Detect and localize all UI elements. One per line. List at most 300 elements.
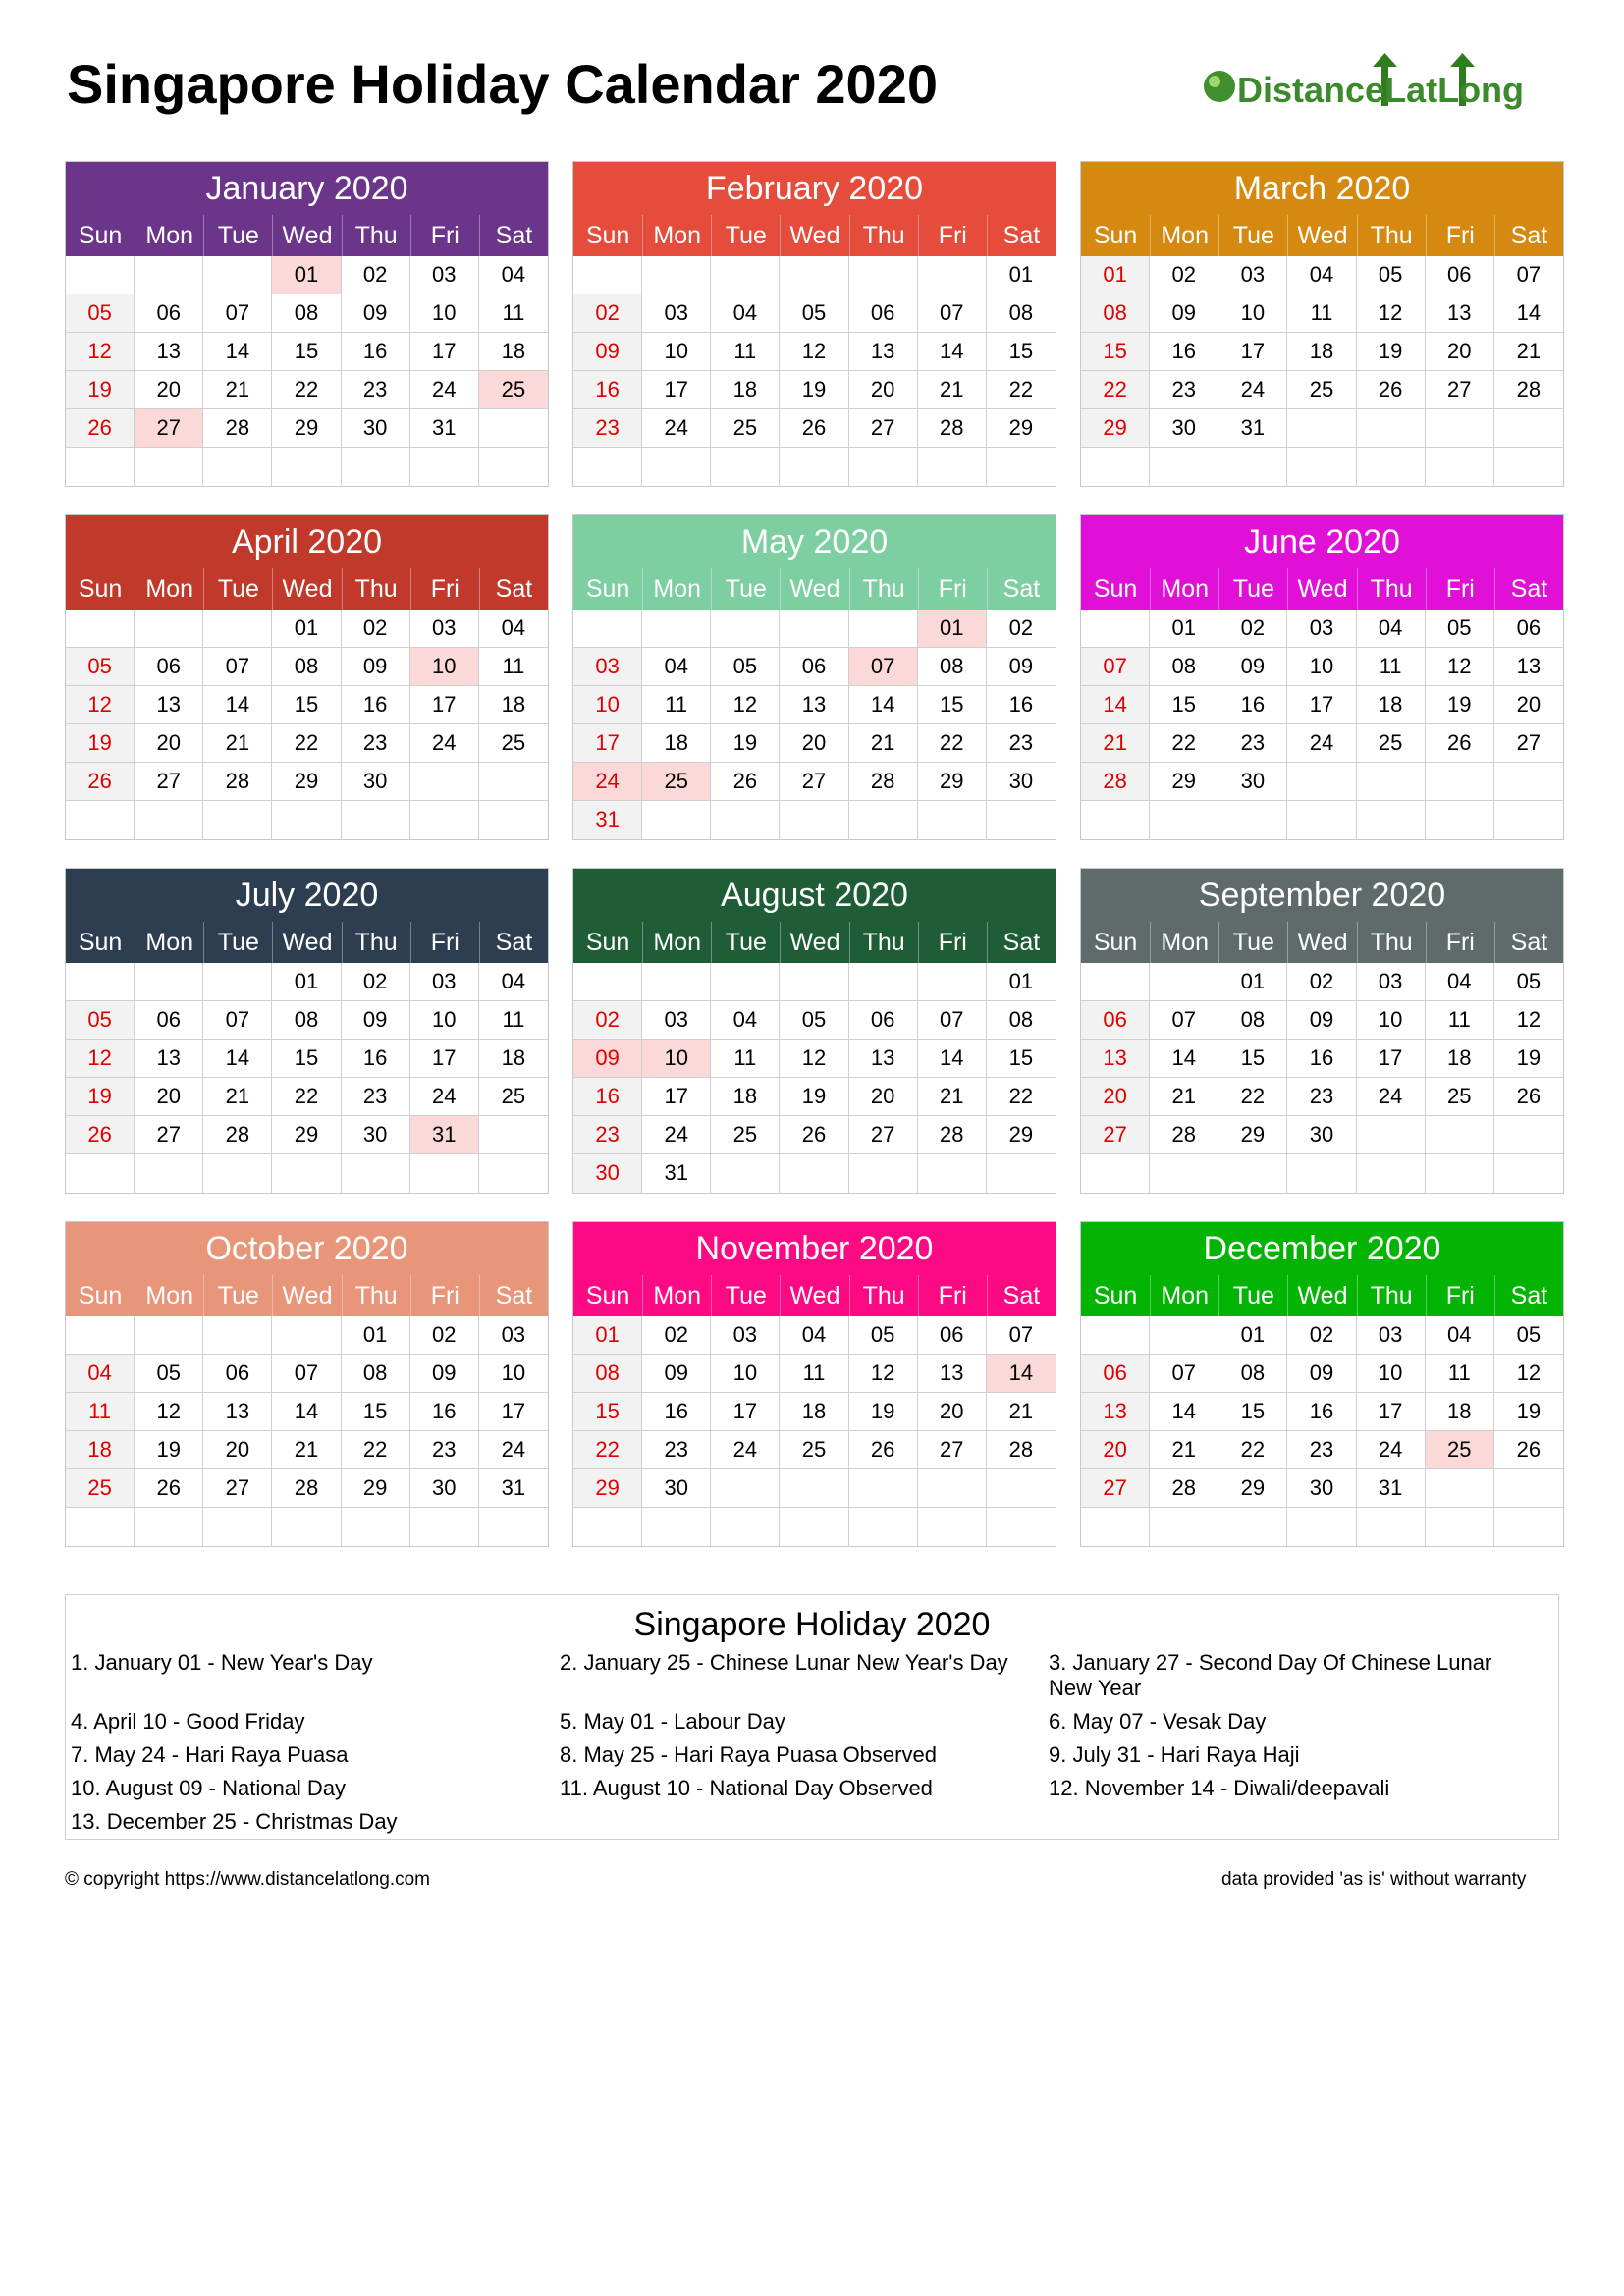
empty-day-cell: [780, 610, 848, 648]
empty-day-cell: [135, 1508, 203, 1546]
empty-day-cell: [642, 963, 711, 1001]
empty-day-cell: [135, 448, 203, 486]
weekday-label: Sat: [987, 1275, 1056, 1316]
day-cell: 24: [410, 371, 479, 409]
day-cell: 27: [203, 1469, 272, 1508]
empty-day-cell: [272, 1316, 341, 1355]
day-cell: 30: [342, 1116, 410, 1154]
day-cell: 06: [1426, 256, 1494, 294]
day-cell: 02: [342, 256, 410, 294]
day-cell: 16: [1287, 1040, 1356, 1078]
day-grid: [573, 256, 1056, 486]
weekday-label: Mon: [1150, 922, 1218, 963]
day-cell: 07: [1150, 1001, 1218, 1040]
empty-day-cell: [135, 610, 203, 648]
weekday-label: Sun: [78, 929, 123, 956]
day-cell: 23: [1287, 1078, 1356, 1116]
day-cell: 09: [342, 648, 410, 686]
day-cell: 16: [342, 686, 410, 724]
day-cell: 19: [1426, 686, 1494, 724]
empty-day-cell: [849, 610, 918, 648]
empty-day-cell: [918, 1508, 987, 1546]
weekday-label: Fri: [1426, 215, 1494, 256]
holiday-item: 6. May 07 - Vesak Day: [1049, 1709, 1267, 1734]
day-cell: 17: [1287, 686, 1356, 724]
day-cell: 01: [272, 963, 341, 1001]
day-cell: 02: [573, 1001, 642, 1040]
day-cell: 23: [410, 1431, 479, 1469]
day-cell: 03: [642, 294, 711, 333]
day-cell: 09: [1287, 1001, 1356, 1040]
day-cell: 21: [918, 371, 987, 409]
day-cell: 28: [272, 1469, 341, 1508]
day-cell: 17: [410, 333, 479, 371]
day-cell: 05: [66, 294, 135, 333]
day-cell: 31: [573, 801, 642, 839]
day-cell: 18: [780, 1393, 848, 1431]
day-cell: 11: [642, 686, 711, 724]
day-cell: 26: [135, 1469, 203, 1508]
weekday-label: Tue: [203, 922, 272, 963]
holiday-item: 13. December 25 - Christmas Day: [71, 1809, 398, 1834]
empty-day-cell: [918, 256, 987, 294]
day-cell: 02: [1287, 1316, 1356, 1355]
weekday-label: Wed: [272, 1275, 341, 1316]
empty-day-cell: [1494, 409, 1563, 448]
day-cell: 29: [1218, 1116, 1287, 1154]
weekday-label: Tue: [203, 1275, 272, 1316]
empty-day-cell: [987, 448, 1056, 486]
weekday-label: Wed: [780, 1275, 848, 1316]
day-cell: 21: [1081, 724, 1150, 763]
weekday-label: Thu: [849, 1275, 918, 1316]
day-cell: 22: [272, 371, 341, 409]
weekday-label: Thu: [342, 922, 410, 963]
day-cell: 25: [479, 724, 548, 763]
day-cell: 20: [1081, 1078, 1150, 1116]
day-cell: 23: [1150, 371, 1218, 409]
day-cell: 09: [1150, 294, 1218, 333]
day-cell: 30: [1287, 1116, 1356, 1154]
month-calendar: [572, 868, 1056, 1194]
empty-day-cell: [203, 1154, 272, 1193]
weekday-label: Sat: [479, 922, 548, 963]
day-cell: 31: [642, 1154, 711, 1193]
day-cell: 15: [1150, 686, 1218, 724]
day-cell: 02: [410, 1316, 479, 1355]
day-cell: 01: [1218, 1316, 1287, 1355]
day-cell: 30: [1150, 409, 1218, 448]
empty-day-cell: [849, 801, 918, 839]
day-cell: 26: [1426, 724, 1494, 763]
logo-text-b: LatLong: [1384, 70, 1525, 110]
day-cell: 05: [849, 1316, 918, 1355]
holiday-item: 10. August 09 - National Day: [71, 1776, 347, 1800]
empty-day-cell: [849, 256, 918, 294]
empty-day-cell: [711, 448, 780, 486]
day-cell: 16: [342, 333, 410, 371]
weekday-label: Thu: [849, 922, 918, 963]
day-cell: 05: [1494, 963, 1563, 1001]
weekday-label: Thu: [1357, 922, 1426, 963]
day-cell: 07: [203, 294, 272, 333]
day-cell: 10: [1287, 648, 1356, 686]
day-cell: 08: [1218, 1001, 1287, 1040]
day-cell: 16: [342, 1040, 410, 1078]
empty-day-cell: [711, 256, 780, 294]
day-grid: [573, 963, 1056, 1193]
day-cell: 26: [66, 763, 135, 801]
weekday-label: Mon: [135, 215, 203, 256]
day-cell: 23: [573, 1116, 642, 1154]
empty-day-cell: [642, 1508, 711, 1546]
empty-day-cell: [1081, 1154, 1150, 1193]
day-cell: 28: [203, 763, 272, 801]
empty-day-cell: [410, 763, 479, 801]
weekday-label: Sun: [78, 222, 123, 249]
month-title: December 2020: [1081, 1222, 1563, 1275]
empty-day-cell: [849, 1508, 918, 1546]
day-cell: 17: [410, 686, 479, 724]
day-cell: 15: [272, 686, 341, 724]
day-cell: 14: [203, 1040, 272, 1078]
day-cell: 10: [711, 1355, 780, 1393]
day-cell: 28: [1081, 763, 1150, 801]
empty-day-cell: [1357, 1116, 1426, 1154]
day-grid: [66, 963, 548, 1193]
day-cell: 29: [272, 1116, 341, 1154]
day-cell: 07: [272, 1355, 341, 1393]
weekday-label: Tue: [711, 1275, 780, 1316]
day-cell: 10: [642, 1040, 711, 1078]
day-cell: 17: [642, 371, 711, 409]
day-cell: 03: [1357, 1316, 1426, 1355]
day-grid: [573, 610, 1056, 839]
empty-day-cell: [849, 1154, 918, 1193]
day-cell: 24: [573, 763, 642, 801]
day-cell: 23: [642, 1431, 711, 1469]
month-calendar: [65, 868, 549, 1194]
day-cell: 30: [987, 763, 1056, 801]
day-cell: 26: [1357, 371, 1426, 409]
day-cell: 05: [135, 1355, 203, 1393]
day-cell: 25: [479, 371, 548, 409]
globe-icon: [1204, 71, 1235, 102]
day-cell: 13: [780, 686, 848, 724]
empty-day-cell: [1081, 1316, 1150, 1355]
day-cell: 08: [1150, 648, 1218, 686]
day-cell: 05: [780, 294, 848, 333]
empty-day-cell: [272, 1154, 341, 1193]
day-cell: 05: [780, 1001, 848, 1040]
empty-day-cell: [479, 1508, 548, 1546]
empty-day-cell: [1287, 409, 1356, 448]
day-cell: 30: [410, 1469, 479, 1508]
day-cell: 11: [66, 1393, 135, 1431]
empty-day-cell: [711, 1469, 780, 1508]
day-cell: 09: [1218, 648, 1287, 686]
empty-day-cell: [1218, 448, 1287, 486]
day-cell: 14: [849, 686, 918, 724]
weekday-label: Tue: [1218, 568, 1287, 610]
day-cell: 27: [849, 1116, 918, 1154]
empty-day-cell: [410, 448, 479, 486]
day-cell: 15: [987, 333, 1056, 371]
day-cell: 26: [66, 1116, 135, 1154]
empty-day-cell: [1081, 448, 1150, 486]
day-cell: 04: [1287, 256, 1356, 294]
day-cell: 18: [711, 1078, 780, 1116]
day-grid: [1081, 963, 1563, 1193]
empty-day-cell: [918, 448, 987, 486]
day-cell: 18: [479, 686, 548, 724]
empty-day-cell: [987, 1508, 1056, 1546]
empty-day-cell: [479, 763, 548, 801]
empty-day-cell: [1287, 1508, 1356, 1546]
day-cell: 08: [987, 294, 1056, 333]
day-cell: 21: [272, 1431, 341, 1469]
day-cell: 20: [135, 724, 203, 763]
day-cell: 29: [1081, 409, 1150, 448]
weekday-label: Thu: [342, 1275, 410, 1316]
day-cell: 02: [1287, 963, 1356, 1001]
day-cell: 28: [849, 763, 918, 801]
empty-day-cell: [272, 1508, 341, 1546]
day-cell: 06: [135, 294, 203, 333]
copyright-text: © copyright https://www.distancelatlong.com: [65, 1869, 431, 1890]
day-cell: 18: [479, 333, 548, 371]
day-cell: 06: [1494, 610, 1563, 648]
day-cell: 03: [573, 648, 642, 686]
warranty-text: data provided 'as is' without warranty: [1221, 1869, 1527, 1890]
empty-day-cell: [66, 1316, 135, 1355]
weekday-label: Tue: [1218, 922, 1287, 963]
empty-day-cell: [573, 256, 642, 294]
empty-day-cell: [711, 963, 780, 1001]
day-cell: 08: [918, 648, 987, 686]
day-cell: 07: [203, 1001, 272, 1040]
day-cell: 08: [272, 1001, 341, 1040]
day-cell: 17: [1357, 1040, 1426, 1078]
day-cell: 07: [849, 648, 918, 686]
day-cell: 06: [918, 1316, 987, 1355]
day-cell: 24: [410, 1078, 479, 1116]
day-cell: 27: [1081, 1116, 1150, 1154]
weekday-header: [573, 922, 1056, 963]
day-cell: 15: [272, 1040, 341, 1078]
day-cell: 27: [135, 763, 203, 801]
day-cell: 16: [1150, 333, 1218, 371]
day-cell: 10: [1357, 1001, 1426, 1040]
day-cell: 24: [410, 724, 479, 763]
day-cell: 26: [711, 763, 780, 801]
day-cell: 07: [1494, 256, 1563, 294]
day-cell: 24: [1218, 371, 1287, 409]
month-calendar: [1080, 161, 1564, 487]
day-cell: 10: [1357, 1355, 1426, 1393]
day-cell: 15: [918, 686, 987, 724]
day-cell: 04: [66, 1355, 135, 1393]
weekday-label: Tue: [1218, 1275, 1287, 1316]
weekday-label: Mon: [642, 215, 711, 256]
day-cell: 26: [66, 409, 135, 448]
day-cell: 11: [711, 1040, 780, 1078]
day-cell: 18: [1287, 333, 1356, 371]
day-cell: 08: [573, 1355, 642, 1393]
day-cell: 29: [1218, 1469, 1287, 1508]
day-cell: 21: [918, 1078, 987, 1116]
empty-day-cell: [203, 1508, 272, 1546]
day-cell: 20: [135, 1078, 203, 1116]
day-cell: 12: [135, 1393, 203, 1431]
weekday-header: [573, 215, 1056, 256]
empty-day-cell: [1287, 1154, 1356, 1193]
day-cell: 04: [642, 648, 711, 686]
day-cell: 23: [1287, 1431, 1356, 1469]
empty-day-cell: [1218, 1154, 1287, 1193]
day-cell: 27: [918, 1431, 987, 1469]
day-cell: 13: [135, 333, 203, 371]
empty-day-cell: [1357, 801, 1426, 839]
empty-day-cell: [1357, 409, 1426, 448]
weekday-label: Wed: [272, 922, 341, 963]
day-cell: 02: [987, 610, 1056, 648]
day-cell: 28: [987, 1431, 1056, 1469]
day-cell: 01: [272, 610, 341, 648]
day-cell: 03: [1218, 256, 1287, 294]
day-cell: 19: [711, 724, 780, 763]
empty-day-cell: [1218, 1508, 1287, 1546]
day-cell: 21: [203, 724, 272, 763]
weekday-label: Sat: [1494, 1275, 1563, 1316]
day-cell: 24: [711, 1431, 780, 1469]
day-cell: 05: [1357, 256, 1426, 294]
day-cell: 08: [342, 1355, 410, 1393]
weekday-header: [66, 922, 548, 963]
day-cell: 25: [1426, 1078, 1494, 1116]
empty-day-cell: [1081, 610, 1150, 648]
day-cell: 15: [1218, 1393, 1287, 1431]
empty-day-cell: [479, 409, 548, 448]
weekday-header: [66, 568, 548, 610]
day-cell: 25: [1357, 724, 1426, 763]
day-cell: 02: [342, 610, 410, 648]
weekday-label: Thu: [1357, 568, 1426, 610]
empty-day-cell: [410, 801, 479, 839]
month-calendar: [572, 161, 1056, 487]
weekday-header: [573, 568, 1056, 610]
weekday-label: Mon: [135, 922, 203, 963]
day-cell: 10: [642, 333, 711, 371]
day-cell: 10: [479, 1355, 548, 1393]
holiday-item: 1. January 01 - New Year's Day: [71, 1650, 373, 1675]
month-calendar: [1080, 1221, 1564, 1547]
weekday-label: Sun: [1093, 222, 1138, 249]
day-cell: 26: [1494, 1431, 1563, 1469]
day-cell: 07: [918, 294, 987, 333]
empty-day-cell: [203, 448, 272, 486]
day-cell: 21: [203, 1078, 272, 1116]
holiday-list-title: Singapore Holiday 2020: [633, 1606, 991, 1643]
empty-day-cell: [203, 256, 272, 294]
day-cell: 23: [342, 371, 410, 409]
empty-day-cell: [1494, 763, 1563, 801]
weekday-label: Tue: [711, 215, 780, 256]
day-cell: 26: [780, 409, 848, 448]
day-cell: 28: [918, 1116, 987, 1154]
empty-day-cell: [918, 1154, 987, 1193]
day-cell: 07: [1081, 648, 1150, 686]
day-cell: 20: [1494, 686, 1563, 724]
day-cell: 08: [272, 294, 341, 333]
empty-day-cell: [272, 801, 341, 839]
empty-day-cell: [135, 1316, 203, 1355]
month-title: September 2020: [1081, 869, 1563, 922]
empty-day-cell: [1357, 448, 1426, 486]
day-cell: 27: [135, 409, 203, 448]
day-cell: 15: [272, 333, 341, 371]
day-cell: 25: [711, 409, 780, 448]
day-cell: 12: [711, 686, 780, 724]
day-cell: 25: [642, 763, 711, 801]
empty-day-cell: [642, 801, 711, 839]
empty-day-cell: [410, 1154, 479, 1193]
day-cell: 10: [410, 294, 479, 333]
month-calendar: [1080, 514, 1564, 840]
weekday-label: Mon: [642, 922, 711, 963]
empty-day-cell: [135, 801, 203, 839]
empty-day-cell: [203, 801, 272, 839]
month-title: February 2020: [573, 162, 1056, 215]
day-cell: 22: [272, 1078, 341, 1116]
day-cell: 23: [342, 1078, 410, 1116]
distancelatlong-logo: [1200, 53, 1530, 116]
day-cell: 13: [203, 1393, 272, 1431]
day-cell: 18: [1426, 1393, 1494, 1431]
day-cell: 27: [780, 763, 848, 801]
day-cell: 20: [780, 724, 848, 763]
empty-day-cell: [573, 1508, 642, 1546]
day-cell: 27: [849, 409, 918, 448]
day-cell: 16: [410, 1393, 479, 1431]
empty-day-cell: [1150, 1316, 1218, 1355]
month-title: March 2020: [1081, 162, 1563, 215]
day-cell: 14: [987, 1355, 1056, 1393]
day-cell: 25: [1426, 1431, 1494, 1469]
day-cell: 21: [987, 1393, 1056, 1431]
day-grid: [66, 1316, 548, 1546]
day-cell: 11: [711, 333, 780, 371]
day-cell: 29: [987, 409, 1056, 448]
empty-day-cell: [66, 256, 135, 294]
day-cell: 15: [1081, 333, 1150, 371]
weekday-label: Tue: [203, 215, 272, 256]
day-cell: 06: [849, 1001, 918, 1040]
day-cell: 03: [410, 610, 479, 648]
day-cell: 04: [1426, 963, 1494, 1001]
day-cell: 19: [1357, 333, 1426, 371]
day-cell: 14: [203, 333, 272, 371]
day-cell: 06: [780, 648, 848, 686]
day-cell: 09: [573, 1040, 642, 1078]
day-cell: 26: [1494, 1078, 1563, 1116]
empty-day-cell: [849, 448, 918, 486]
holiday-item: 11. August 10 - National Day Observed: [560, 1776, 933, 1800]
day-cell: 11: [479, 648, 548, 686]
page-title: Singapore Holiday Calendar 2020: [67, 53, 938, 115]
empty-day-cell: [1426, 801, 1494, 839]
weekday-label: Fri: [410, 1275, 479, 1316]
